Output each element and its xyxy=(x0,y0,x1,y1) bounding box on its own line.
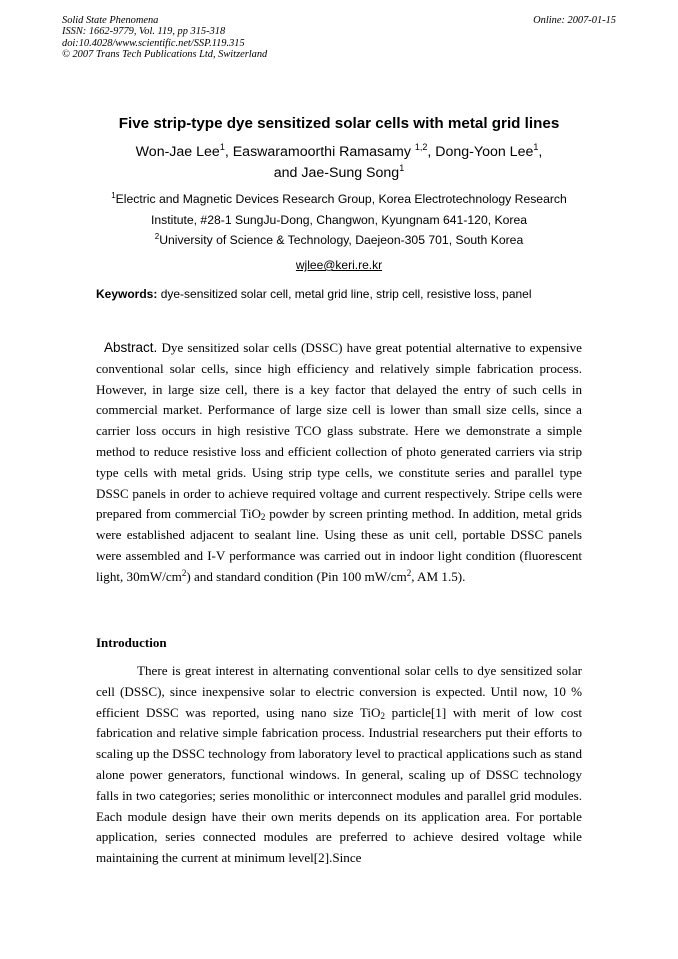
author-affiliation-mark: 1 xyxy=(533,142,539,152)
section-heading-introduction: Introduction xyxy=(96,635,167,650)
author-name: Won-Jae Lee xyxy=(135,144,220,160)
abstract-label: Abstract. xyxy=(104,340,158,355)
keywords xyxy=(96,287,596,301)
keywords-label: Keywords: xyxy=(96,287,158,301)
abstract-paragraph: Abstract. Dye sensitized solar cells (DSSC) have great potential alternative to expensive conventional solar cells, since high efficiency and relatively simple fabrication process. However, in large size cell, there is a key factor that delayed the entry of such cells in commercial market. Performance of large size cell is lower than small size cells, since a carrier loss occurs in high resistive TCO glass substrate. Here we demonstrate a simple method to reduce resistive loss and efficient collection of photo generated carriers via strip type cells with metal grids. Using strip type cells, we constitute series and parallel type DSSC panels in order to achieve required voltage and current respectively. Stripe cells were prepared from commercial TiO$_2$ powder by screen printing method. In addition, metal grids were established adjacent to sealant line. Using these as unit cell, portable DSSC panels were assembled and I-V performance was carried out in indoor light condition (fluorescent light, $30mW/cm^2$) and standard condition (Pin 100 $mW/cm^2$, AM 1.5). xyxy=(96,340,583,584)
keywords-text: dye-sensitized solar cell, metal grid line, strip cell, resistive loss, panel xyxy=(157,287,532,301)
introduction-paragraph: There is great interest in alternating conventional solar cells to dye sensitized solar cell (DSSC), since inexpensive solar to electric conversion is expected. Until now, 10 % efficient DSSC was reported, using nano size TiO$_2$ particle[1] with merit of low cost fabrication and relative simple fabrication process. Industrial researchers put their efforts to scaling up the DSSC technology from laboratory level to practical applications such as stand alone power generators, functional windows. In general, scaling up of DSSC technology falls in two categories; series monolithic or interconnect modules and parallel grid modules. Each module design have their own merits depends on its application area. For portable application, series connected modules are preferred to achieve desired voltage while maintaining the current at minimum level[2].Since xyxy=(96,663,583,866)
paper-title: Five strip-type dye sensitized solar cells with metal grid lines xyxy=(118,115,560,132)
author-line-1: Won-Jae Lee$^1$, Easwaramoorthi Ramasamy $^{1,2}$, Dong-Yoon Lee$^1$, xyxy=(135,142,543,160)
author-affiliation-mark: 1 xyxy=(219,142,225,152)
author-name: Dong-Yoon Lee xyxy=(435,144,534,160)
online-date-text: Online: 2007-01-15 xyxy=(533,15,616,26)
journal-copyright: © 2007 Trans Tech Publications Ltd, Switzerland xyxy=(62,48,268,60)
affiliation-1-line-1: $^1$Electric and Magnetic Devices Research Group, Korea Electrotechnology Research xyxy=(111,191,567,206)
affiliation-1-line-2: Institute, #28-1 SungJu-Dong, Changwon, Kyungnam 641-120, Korea xyxy=(150,212,528,227)
journal-issn: ISSN: 1662-9779, Vol. 119, pp 315-318 xyxy=(62,26,226,38)
author-name: and Jae-Sung Song xyxy=(273,165,400,181)
journal-name: Solid State Phenomena xyxy=(62,15,159,26)
journal-doi: doi:10.4028/www.scientific.net/SSP.119.315 xyxy=(62,37,245,49)
email-link[interactable]: wjlee@keri.re.kr xyxy=(295,258,383,272)
author-affiliation-mark: 1 xyxy=(399,163,405,173)
author-list xyxy=(0,142,678,184)
affiliations xyxy=(0,189,678,251)
affiliation-2: $^2$University of Science & Technology, Daejeon-305 701, South Korea xyxy=(154,232,524,247)
author-name: Easwaramoorthi Ramasamy xyxy=(232,144,415,160)
author-line-2 xyxy=(0,163,678,184)
online-date xyxy=(533,15,616,26)
journal-header xyxy=(62,15,267,60)
author-affiliation-mark: 1,2 xyxy=(414,142,428,152)
